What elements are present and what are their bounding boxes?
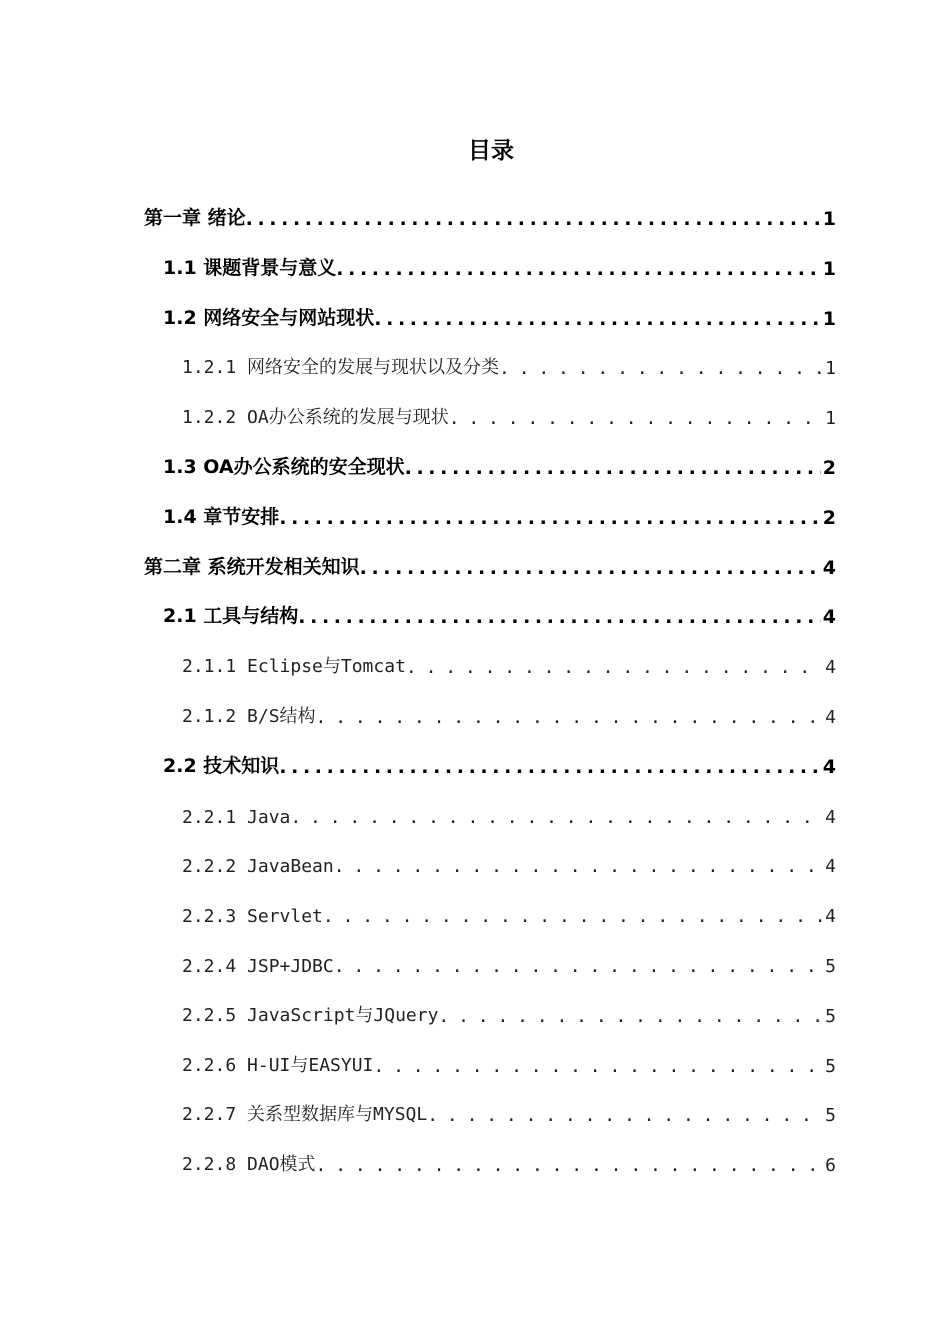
toc-page-number: 1: [825, 408, 836, 429]
toc-leader-dots: [449, 408, 823, 429]
toc-entry-label: 2.2.4 JSP+JDBC: [182, 956, 334, 977]
toc-entry[interactable]: [182, 997, 836, 1027]
toc-page-number: 1: [822, 208, 836, 230]
toc-leader-dots: [499, 358, 823, 379]
toc-entry-label: 2.2 技术知识: [163, 755, 280, 777]
toc-leader-dots: [438, 1006, 823, 1027]
toc-entry-label: 第一章 绪论: [144, 207, 246, 229]
toc-leader-dots: [427, 1105, 823, 1126]
toc-leader-dots: [360, 557, 821, 579]
toc-entry[interactable]: [163, 300, 836, 330]
toc-entry-label: 2.2.3 Servlet: [182, 906, 323, 927]
toc-entry-label: 第二章 系统开发相关知识: [144, 556, 360, 578]
toc-entry-label: 1.4 章节安排: [163, 506, 280, 528]
toc-page-number: 5: [825, 956, 836, 977]
toc-entry[interactable]: [163, 499, 836, 529]
toc-leader-dots: [290, 807, 823, 828]
toc-page-number: 5: [825, 1006, 836, 1027]
toc-entry[interactable]: [144, 549, 836, 579]
toc-leader-dots: [323, 906, 823, 927]
toc-entry[interactable]: [182, 648, 836, 678]
toc-entry-label: 2.2.5 JavaScript与JQuery: [182, 1005, 439, 1026]
toc-page-number: 4: [825, 707, 836, 728]
toc-page-number: 4: [822, 557, 836, 579]
toc-page-number: 2: [822, 457, 836, 479]
toc-entry-label: 1.3 OA办公系统的安全现状: [163, 456, 405, 478]
toc-page-number: 6: [825, 1155, 836, 1176]
toc-page-number: 1: [825, 358, 836, 379]
toc-entry[interactable]: [163, 449, 836, 479]
toc-page-number: 4: [825, 906, 836, 927]
toc-entry[interactable]: [163, 250, 836, 280]
toc-entry-label: 1.2.1 网络安全的发展与现状以及分类: [182, 357, 500, 378]
toc-leader-dots: [246, 208, 821, 230]
toc-entry-label: 2.1 工具与结构: [163, 605, 299, 627]
toc-entry[interactable]: [163, 748, 836, 778]
toc-page-number: 4: [825, 807, 836, 828]
toc-entry-label: 2.2.6 H-UI与EASYUI: [182, 1055, 374, 1076]
toc-entry[interactable]: [182, 1146, 836, 1176]
toc-page-number: 5: [825, 1105, 836, 1126]
toc-entry-label: 1.1 课题背景与意义: [163, 257, 337, 279]
toc-entry[interactable]: [163, 598, 836, 628]
toc-leader-dots: [334, 856, 823, 877]
toc-entry-label: 2.2.8 DAO模式: [182, 1154, 316, 1175]
toc-leader-dots: [279, 507, 820, 529]
toc-entry[interactable]: [182, 1047, 836, 1077]
toc-page-number: 5: [825, 1056, 836, 1077]
toc-entry[interactable]: [182, 349, 836, 379]
toc-leader-dots: [373, 1056, 823, 1077]
toc-entry[interactable]: [182, 399, 836, 429]
toc-leader-dots: [316, 1155, 824, 1176]
toc-entry[interactable]: [182, 897, 836, 927]
toc-page-number: 4: [825, 856, 836, 877]
toc-leader-dots: [406, 657, 823, 678]
toc-page-number: 1: [822, 308, 836, 330]
toc-page-number: 4: [822, 756, 836, 778]
toc-leader-dots: [316, 707, 824, 728]
toc-entry[interactable]: [182, 798, 836, 828]
toc-entry-label: 2.2.1 Java: [182, 807, 291, 828]
toc-entry[interactable]: [182, 847, 836, 877]
toc-leader-dots: [336, 258, 820, 280]
toc-entry[interactable]: [144, 200, 836, 230]
toc-page-number: 4: [825, 657, 836, 678]
toc-entry-label: 2.1.2 B/S结构: [182, 706, 316, 727]
toc-entry-label: 2.2.7 关系型数据库与MYSQL: [182, 1104, 428, 1125]
toc-leader-dots: [279, 756, 820, 778]
toc-page-number: 1: [822, 258, 836, 280]
toc-entry-label: 1.2.2 OA办公系统的发展与现状: [182, 407, 449, 428]
toc-entry[interactable]: [182, 1096, 836, 1126]
toc-entry[interactable]: [182, 698, 836, 728]
toc-entry-label: 1.2 网络安全与网站现状: [163, 307, 375, 329]
toc-leader-dots: [374, 308, 820, 330]
toc-page-number: 4: [822, 606, 836, 628]
toc-leader-dots: [405, 457, 821, 479]
page-title: 目录: [468, 138, 514, 164]
toc-entry-label: 2.2.2 JavaBean: [182, 856, 334, 877]
toc-page-number: 2: [822, 507, 836, 529]
toc-leader-dots: [298, 606, 820, 628]
toc-entry-label: 2.1.1 Eclipse与Tomcat: [182, 656, 406, 677]
toc-entry[interactable]: [182, 947, 836, 977]
toc-leader-dots: [334, 956, 823, 977]
